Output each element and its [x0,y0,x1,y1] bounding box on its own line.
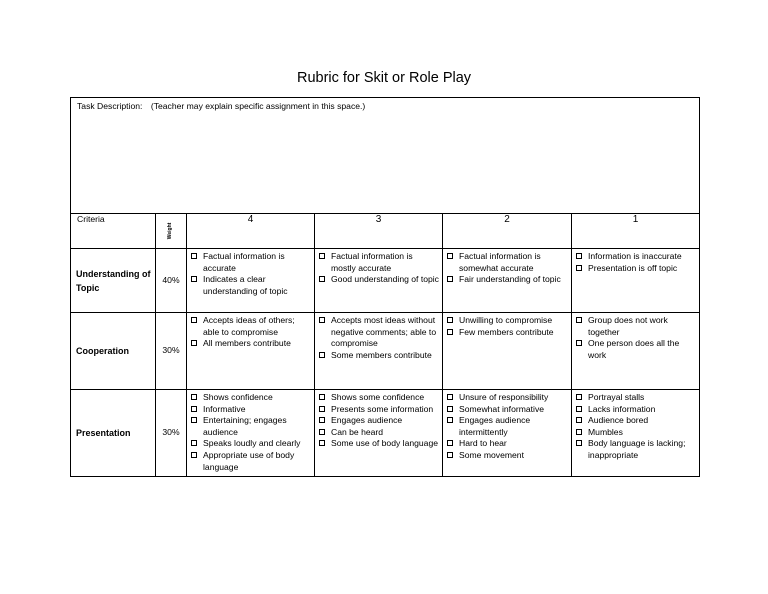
weight-header-label: Weight [167,222,174,240]
descriptor-text: Group does not work together [588,315,668,337]
rubric-table [70,97,700,477]
rubric-row [71,249,700,313]
level-header-4: 4 [187,214,315,249]
descriptor-item [576,338,696,361]
descriptor-text: Factual information is somewhat accurate [459,251,541,273]
rubric-cell [187,249,315,313]
checkbox-icon [319,317,325,323]
task-description-label: Task Description: [77,101,143,111]
descriptor-item [319,274,439,286]
rubric-cell [443,390,572,477]
level-header-1: 1 [572,214,700,249]
checkbox-icon [191,394,197,400]
descriptor-list [187,249,314,299]
rubric-cell [187,390,315,477]
level-header-3: 3 [315,214,443,249]
checkbox-icon [576,317,582,323]
descriptor-text: Engages audience [331,415,403,426]
descriptor-list [187,313,314,352]
descriptor-list [187,390,314,475]
descriptor-list [315,249,442,288]
descriptor-text: Presents some information [331,403,434,414]
descriptor-text: Hard to hear [459,438,507,449]
weight-header [156,214,187,249]
descriptor-item [191,274,311,297]
descriptor-item [576,251,696,263]
descriptor-text: Can be heard [331,426,384,437]
descriptor-list [443,390,571,464]
descriptor-item [191,392,311,404]
rubric-cell [315,313,443,390]
checkbox-icon [447,253,453,259]
descriptor-item [319,415,439,427]
checkbox-icon [319,429,325,435]
weight-value: 30% [156,313,187,390]
descriptor-text: One person does all the work [588,338,680,360]
descriptor-item [191,404,311,416]
descriptor-text: Some members contribute [331,349,432,360]
descriptor-text: Unsure of responsibility [459,392,549,402]
descriptor-text: Appropriate use of body language [203,449,295,472]
descriptor-text: Factual information is accurate [203,251,285,273]
rubric-cell [443,313,572,390]
rubric-cell [315,249,443,313]
checkbox-icon [191,452,197,458]
weight-value: 30% [156,390,187,477]
rubric-cell [315,390,443,477]
descriptor-item [319,438,439,450]
descriptor-item [447,415,568,438]
checkbox-icon [576,394,582,400]
checkbox-icon [447,406,453,412]
checkbox-icon [576,440,582,446]
descriptor-text: Entertaining; engages audience [203,415,287,437]
descriptor-list [315,313,442,363]
checkbox-icon [576,340,582,346]
rubric-cell [572,313,700,390]
descriptor-list [572,313,699,363]
descriptor-item [447,450,568,462]
descriptor-text: Informative [203,403,246,414]
descriptor-text: Audience bored [588,415,649,426]
checkbox-icon [191,317,197,323]
descriptor-list [443,313,571,340]
checkbox-icon [319,352,325,358]
descriptor-item [319,404,439,416]
checkbox-icon [447,417,453,423]
checkbox-icon [319,394,325,400]
descriptor-item [319,427,439,439]
header-row [71,214,700,249]
descriptor-item [191,415,311,438]
checkbox-icon [447,276,453,282]
criteria-header: Criteria [71,214,156,249]
checkbox-icon [191,340,197,346]
descriptor-item [576,315,696,338]
descriptor-item [576,438,696,461]
descriptor-item [319,350,439,362]
descriptor-item [319,315,439,350]
descriptor-text: Speaks loudly and clearly [203,438,301,449]
checkbox-icon [319,253,325,259]
rubric-cell [443,249,572,313]
descriptor-item [576,392,696,404]
criterion-label: Understanding of Topic [71,249,156,313]
descriptor-item [447,438,568,450]
checkbox-icon [191,253,197,259]
descriptor-text: Portrayal stalls [588,392,645,402]
rubric-cell [572,390,700,477]
checkbox-icon [191,440,197,446]
checkbox-icon [576,406,582,412]
rubric-cell [572,249,700,313]
descriptor-text: Shows some confidence [331,392,425,402]
checkbox-icon [191,406,197,412]
descriptor-text: Body language is lacking; inappropriate [588,438,686,460]
descriptor-item [447,392,568,404]
descriptor-list [572,249,699,276]
descriptor-text: Mumbles [588,426,623,437]
descriptor-list [572,390,699,464]
descriptor-item [447,327,568,339]
descriptor-text: Indicates a clear understanding of topic [203,274,288,296]
checkbox-icon [447,440,453,446]
rubric-row [71,390,700,477]
checkbox-icon [447,317,453,323]
checkbox-icon [319,417,325,423]
task-description-cell [71,98,700,214]
descriptor-item [191,450,311,473]
descriptor-text: Some movement [459,449,524,460]
task-description-text: (Teacher may explain specific assignment in this space.) [150,101,366,111]
descriptor-list [443,249,571,288]
descriptor-item [319,392,439,404]
criterion-label: Presentation [71,390,156,477]
descriptor-text: Presentation is off topic [588,262,678,273]
descriptor-text: Engages audience intermittently [459,415,531,437]
descriptor-text: Fair understanding of topic [459,274,561,285]
descriptor-text: Few members contribute [459,326,554,337]
descriptor-item [447,315,568,327]
descriptor-text: Accepts most ideas without negative comments; able to compromise [331,315,437,349]
descriptor-item [191,338,311,350]
descriptor-item [576,263,696,275]
descriptor-text: Factual information is mostly accurate [331,251,413,273]
descriptor-text: Lacks information [588,403,656,414]
descriptor-item [191,251,311,274]
descriptor-text: Shows confidence [203,392,273,402]
page-title: Rubric for Skit or Role Play [296,70,472,86]
checkbox-icon [447,329,453,335]
descriptor-text: All members contribute [203,338,291,349]
descriptor-text: Good understanding of topic [331,274,439,285]
checkbox-icon [447,452,453,458]
checkbox-icon [576,429,582,435]
checkbox-icon [447,394,453,400]
weight-value: 40% [156,249,187,313]
rubric-row [71,313,700,390]
descriptor-item [319,251,439,274]
descriptor-item [447,274,568,286]
descriptor-item [576,404,696,416]
descriptor-text: Unwilling to compromise [459,315,553,325]
rubric-cell [187,313,315,390]
descriptor-text: Information is inaccurate [588,251,682,261]
checkbox-icon [319,406,325,412]
descriptor-text: Accepts ideas of others; able to compromise [203,315,295,337]
descriptor-item [191,438,311,450]
descriptor-item [576,415,696,427]
level-header-2: 2 [443,214,572,249]
criterion-label: Cooperation [71,313,156,390]
checkbox-icon [191,276,197,282]
checkbox-icon [576,265,582,271]
descriptor-item [191,315,311,338]
checkbox-icon [576,417,582,423]
descriptor-item [447,404,568,416]
descriptor-item [447,251,568,274]
checkbox-icon [191,417,197,423]
descriptor-text: Somewhat informative [459,403,545,414]
descriptor-text: Some use of body language [331,438,439,449]
descriptor-item [576,427,696,439]
descriptor-list [315,390,442,452]
checkbox-icon [319,440,325,446]
checkbox-icon [319,276,325,282]
checkbox-icon [576,253,582,259]
